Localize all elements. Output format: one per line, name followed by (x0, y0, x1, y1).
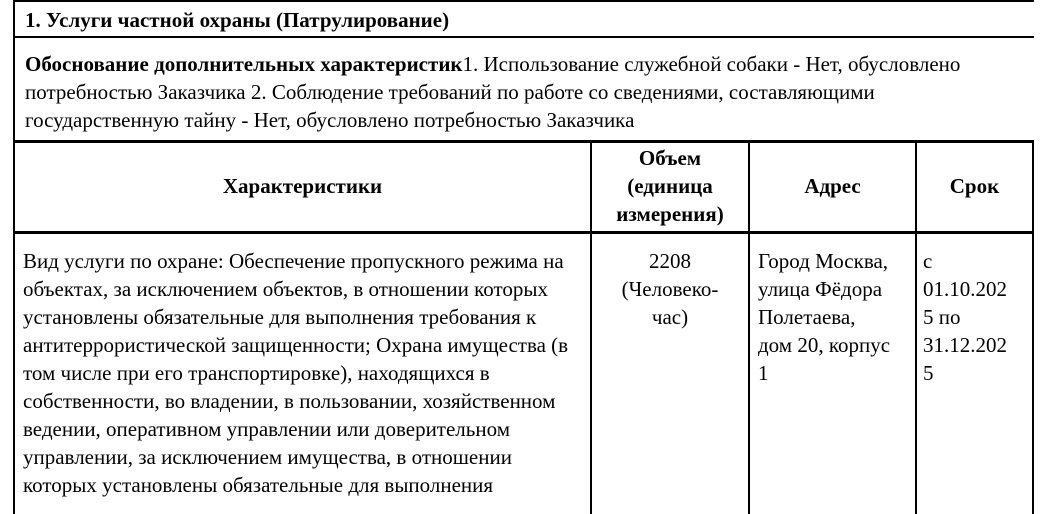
justification-paragraph (25, 50, 1025, 134)
section-header (13, 0, 1034, 38)
address-line-2: улица Фёдора (758, 277, 883, 301)
justification-text: 1. Использование служебной собаки - Нет, обусловлено потребностью Заказчика 2. Соблюдение требований по работе со сведениями, составляющими государственную тайну - Нет, обусловлено потребностью Заказчика (25, 52, 961, 132)
address-line-5: 1 (758, 361, 769, 385)
header-volume-line-1: Объем (638, 146, 702, 170)
volume-value: 2208 (649, 249, 691, 273)
cell-volume (592, 247, 748, 331)
address-line-3: Полетаева, (758, 305, 856, 329)
header-volume-line-3: измерения) (616, 202, 724, 226)
term-line-3: 5 по (923, 305, 961, 329)
cell-characteristics: Вид услуги по охране: Обеспечение пропускного режима на объектах, за исключением объектов, в отношении которых установлены обязательные для выполнения требования к антитеррористической защищенности; Охрана имущества (в том числе при его транспортировке), находящихся в собственности, во владении, в пользовании, хозяйственном ведении, оперативном управлении или доверительном управлении, за исключением имущества, в отношении которых установлены обязательные для выполнения (23, 249, 569, 497)
address-line-4: дом 20, корпус (758, 333, 891, 357)
characteristics-table (13, 140, 1034, 514)
term-line-4: 31.12.202 (923, 333, 1007, 357)
justification-block (13, 36, 1034, 140)
volume-unit-line-2: час) (651, 305, 689, 329)
volume-unit-line-1: (Человеко- (621, 277, 719, 301)
header-bottom-border (13, 231, 1034, 234)
section-title: 1. Услуги частной охраны (Патрулирование) (25, 8, 450, 32)
document-page (13, 0, 1034, 514)
table-right-border (1032, 140, 1034, 514)
term-line-1: с (923, 249, 933, 273)
cell-address (758, 247, 913, 387)
header-address: Адрес (804, 174, 861, 198)
header-term: Срок (949, 174, 1000, 198)
cell-term (923, 247, 1031, 387)
term-line-2: 01.10.202 (923, 277, 1007, 301)
header-volume (592, 144, 748, 228)
header-characteristics: Характеристики (222, 174, 383, 198)
table-top-border (13, 140, 1034, 143)
address-line-1: Город Москва, (758, 249, 889, 273)
justification-label: Обоснование дополнительных характеристик (25, 52, 463, 76)
term-line-5: 5 (923, 361, 934, 385)
header-volume-line-2: (единица (627, 174, 713, 198)
